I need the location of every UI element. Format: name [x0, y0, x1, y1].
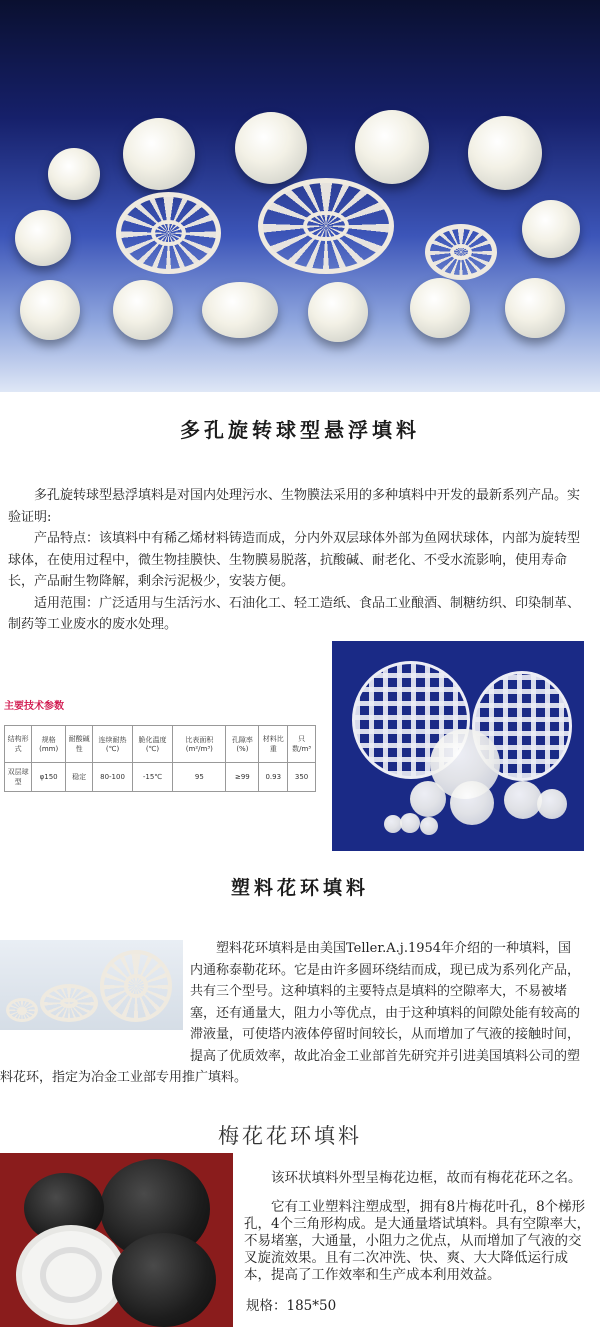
hollow-ball-image: [468, 116, 542, 190]
table-header-cell: 连续耐热(℃): [93, 726, 132, 763]
table-header-cell: 耐酸碱性: [65, 726, 92, 763]
plum-ring-image: [112, 1233, 216, 1327]
table-header-cell: 只数/m³: [288, 726, 316, 763]
ring-wheel-image: [258, 178, 394, 274]
hollow-ball-image: [113, 280, 173, 340]
section1-paragraph-applications: 适用范围：广泛适用与生活污水、石油化工、轻工造纸、食品工业酿酒、制糖纺织、印染制革、制药等工业废水的废水处理。: [8, 595, 581, 632]
table-cell: -15℃: [132, 763, 172, 792]
ring-wheel-image: [116, 192, 221, 274]
section3-body: [244, 1170, 592, 1315]
section3-paragraph-description: 它有工业塑料注塑成型，拥有8片梅花叶孔，8个梯形孔，4个三角形构成。是大通量塔试填料。具有空隙率大，不易堵塞，大通量，小阻力之优点，从而增加了气液的交叉旋流效果。且有二次冲洗、快、爽、大大降低运行成本，提高了工作效率和生产成本利用效益。: [244, 1199, 591, 1283]
section1-paragraph-intro: 多孔旋转球型悬浮填料是对国内处理污水、生物膜法采用的多种填料中开发的最新系列产品。实验证明:: [8, 488, 581, 525]
section2-paragraph: 塑料花环填料是由美国Teller.A.j.1954年介绍的一种填料，国内通称泰勒花环。它是由许多圆环绕结而成，现已成为系列化产品，共有三个型号。这种填料的主要特点是填料的空隙率大，不易被堵塞，还有通量大，阻力小等优点，由于这种填料的间隙处能有较高的滞液量，可使塔内液体停留时间较长，从而增加了气液的接触时间，提高了优质效率，故此冶金工业部首先研究并引进美国填料公司的塑料花环，指定为冶金工业部专用推广填料。: [0, 941, 581, 1085]
hollow-ball-image: [400, 813, 420, 833]
table-header-cell: 脆化温度(℃): [132, 726, 172, 763]
hollow-ball-image: [504, 781, 542, 819]
table-cell: ≥99: [226, 763, 259, 792]
table-header-cell: 比表面积(m²/m³): [173, 726, 226, 763]
table-header-cell: 规格(mm): [32, 726, 66, 763]
section1-body: [8, 485, 584, 636]
table-header-cell: 孔隙率(%): [226, 726, 259, 763]
hollow-ball-image: [505, 278, 565, 338]
table-cell: 稳定: [65, 763, 92, 792]
table-cell: 350: [288, 763, 316, 792]
table-header-row: [5, 726, 316, 763]
hollow-ball-image: [202, 282, 278, 338]
hollow-ball-image: [123, 118, 195, 190]
table-cell: φ150: [32, 763, 66, 792]
hollow-ball-image: [48, 148, 100, 200]
section1-paragraph-features: 产品特点：该填料中有稀乙烯材料铸造而成，分内外双层球体外部为鱼网状球体，内部为旋转型球体，在使用过程中，微生物挂膜快、生物膜易脱落，抗酸碱、耐老化、不受水流影响，使用寿命长，产品耐生物降解，剩余污泥极少，安装方便。: [8, 531, 581, 589]
hollow-ball-image: [410, 278, 470, 338]
section3-paragraph-intro: 该环状填料外型呈梅花边框，故而有梅花花环之名。: [271, 1170, 582, 1186]
product-photo-cage-balls: [332, 641, 584, 851]
hollow-ball-image: [355, 110, 429, 184]
table-cell: 0.93: [259, 763, 288, 792]
table-cell: 80-100: [93, 763, 132, 792]
hollow-ball-image: [537, 789, 567, 819]
specs-heading: 主要技术参数: [4, 701, 64, 712]
product-photo-suspended-balls: [0, 0, 600, 392]
plum-ring-image: [16, 1225, 126, 1325]
table-cell: 95: [173, 763, 226, 792]
hollow-ball-image: [308, 282, 368, 342]
hollow-ball-image: [522, 200, 580, 258]
hollow-ball-image: [20, 280, 80, 340]
section-title-plastic-ring-packing: 塑料花环填料: [230, 877, 369, 899]
section-title-plum-ring-packing: 梅花花环填料: [218, 1124, 362, 1148]
hollow-ball-image: [235, 112, 307, 184]
table-cell: 双层球型: [5, 763, 32, 792]
hollow-ball-image: [450, 781, 494, 825]
hollow-ball-image: [410, 781, 446, 817]
hollow-ball-image: [15, 210, 71, 266]
table-row: [5, 763, 316, 792]
product-photo-plum-rings: [0, 1153, 233, 1327]
section2-body: [0, 938, 584, 1089]
ring-wheel-image: [425, 224, 497, 280]
section3-spec: 规格：185*50: [246, 1298, 337, 1314]
hollow-ball-image: [420, 817, 438, 835]
table-header-cell: 材料比重: [259, 726, 288, 763]
specs-table: [4, 725, 316, 792]
section-title-suspended-ball-packing: 多孔旋转球型悬浮填料: [180, 418, 420, 442]
table-header-cell: 结构形式: [5, 726, 32, 763]
